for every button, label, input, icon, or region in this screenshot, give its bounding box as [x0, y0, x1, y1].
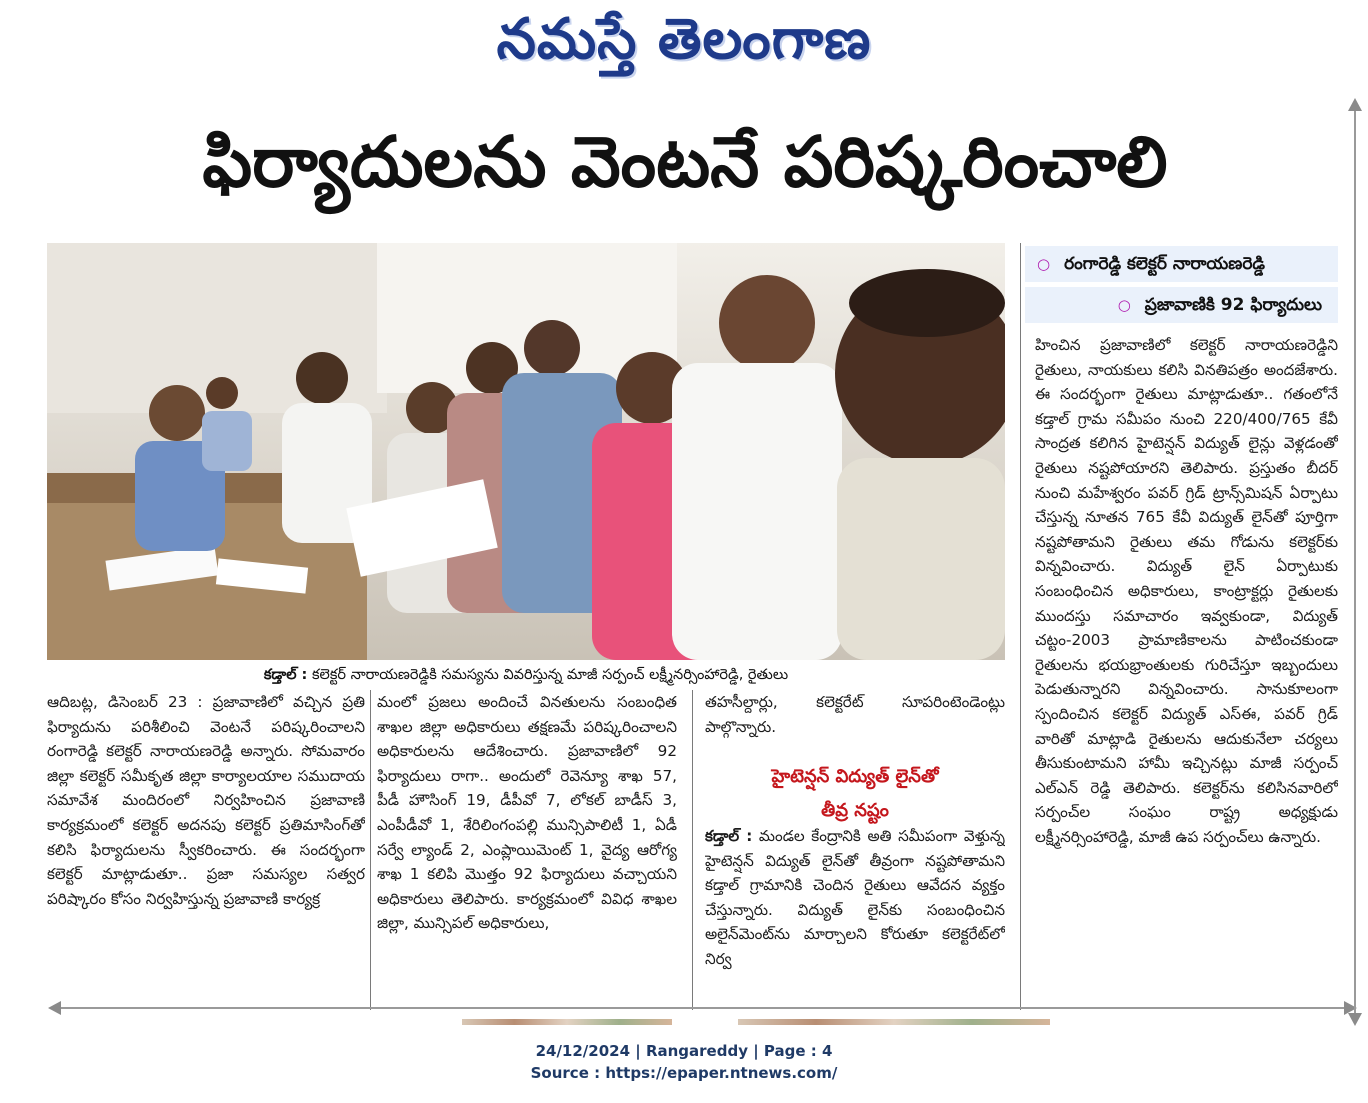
footer-source: Source : https://epaper.ntnews.com/ [530, 1064, 838, 1082]
subhead-2-text: ప్రజావాణికి 92 ఫిర్యాదులు [1144, 295, 1322, 315]
article-column-2-text: మంలో ప్రజలు అందించే వినతులను సంబంధిత శాఖల జిల్లా అధికారులు తక్షణమే పరిష్కరించాలని అధికారులను ఆదేశించారు. ప్రజావాణిలో 92 ఫిర్యాదులు రాగా.. అందులో రెవెన్యూ శాఖ 57, పీడీ హౌసింగ్ 19, డీపీవో 7, లోకల్ బాడీస్ 3, ఎంపీడీవో 1, శేరిలింగంపల్లి మున్సిపాలిటీ 1, ఏడీ సర్వే ల్యాండ్ 2, ఎంప్లాయిమెంట్ 1, వైద్య ఆరోగ్య శాఖ 1 కలిపి మొత్తం 92 ఫిర్యాదులు వచ్చాయని అధికారులు తెలిపారు. కార్యక్రమంలో వివిధ శాఖల జిల్లా, మున్సిపల్ అధికారులు, [377, 693, 677, 933]
article-column-4 [1035, 333, 1338, 1010]
scroll-up-arrow-icon[interactable] [1348, 98, 1362, 111]
crosshead-line-1: హైటెన్షన్ విద్యుత్ లైన్‌తో [771, 766, 939, 787]
article-column-3-top [705, 690, 1005, 742]
article-column-1-text: ఆదిబట్ల, డిసెంబర్ 23 : ప్రజావాణిలో వచ్చిన ప్రతి ఫిర్యాదును పరిశీలించి వెంటనే పరిష్కరించాలని రంగారెడ్డి కలెక్టర్ నారాయణరెడ్డి అన్నారు. సోమవారం జిల్లా కలెక్టర్ సమీకృత జిల్లా కార్యాలయాల సముదాయ సమావేశ మందిరంలో నిర్వహించిన ప్రజావాణి కార్యక్రమంలో కలెక్టర్ అదనపు కలెక్టర్ ప్రతిమాసింగ్‌తో కలిసి ఫిర్యాదులను స్వీకరించారు. ఈ సందర్భంగా కలెక్టర్ మాట్లాడుతూ.. ప్రజా సమస్యల సత్వర పరిష్కారం కోసం నిర్వహిస్తున్న ప్రజావాణి కార్యక్ర [47, 693, 365, 908]
footer-date-edition: 24/12/2024 | Rangareddy | Page : 4 [535, 1042, 833, 1060]
news-photo-illustration [47, 243, 1005, 660]
article-column-3-text: మండల కేంద్రానికి అతి సమీపంగా వెళ్తున్న హైటెన్షన్ విద్యుత్ లైన్‌తో తీవ్రంగా నష్టపోతామని కడ్తాల్ గ్రామానికి చెందిన రైతులు ఆవేదన వ్యక్తం చేస్తున్నారు. విద్యుత్ లైన్‌కు సంబంధించిన అలైన్‌మెంట్‌ను మార్చాలని కోరుతూ కలెక్టరేట్‌లో నిర్వ [705, 827, 1005, 968]
crosshead-line-2: తీవ్ర నష్టం [821, 800, 889, 821]
scroll-left-arrow-icon[interactable] [48, 1001, 61, 1015]
next-article-strip [462, 1019, 672, 1025]
page-headline: ఫిర్యాదులను వెంటనే పరిష్కరించాలి [202, 121, 1168, 203]
vertical-scrollbar[interactable] [1354, 110, 1356, 1015]
scroll-down-arrow-icon[interactable] [1348, 1013, 1362, 1026]
subhead-bullet-icon: ○ [1037, 255, 1051, 273]
article-column-3-place: కడ్తాల్ : [705, 827, 753, 845]
subhead-collector [1025, 246, 1338, 282]
photo-caption-place: కడ్తాల్ : [263, 667, 308, 683]
column-divider [692, 690, 693, 1010]
column-divider [370, 690, 371, 1010]
photo-caption [47, 662, 1005, 688]
horizontal-scrollbar[interactable] [60, 1007, 1346, 1009]
photo-caption-text: కలెక్టర్ నారాయణరెడ్డికి సమస్యను వివరిస్తున్న మాజీ సర్పంచ్ లక్ష్మీనర్సింహారెడ్డి, రైతులు [307, 667, 789, 683]
news-photo [47, 243, 1005, 660]
crosshead [705, 760, 1005, 828]
article-column-2 [377, 690, 677, 1010]
article-column-4-text: హించిన ప్రజావాణిలో కలెక్టర్ నారాయణరెడ్డిని రైతులు, నాయకులు కలిసి వినతిపత్రం అందజేశారు. ఈ సందర్భంగా రైతులు మాట్లాడుతూ.. గతంలోనే కడ్తాల్ గ్రామ సమీపం నుంచి 220/400/765 కేవీ సాంద్రత కలిగిన హైటెన్షన్ విద్యుత్ లైన్లు వెళ్లడంతో రైతులు నష్టపోయారని తెలిపారు. ప్రస్తుతం బీదర్ నుంచి మహేశ్వరం పవర్ గ్రిడ్ ట్రాన్స్‌మిషన్ ఏర్పాటు చేస్తున్న నూతన 765 కేవీ విద్యుత్ లైన్‌తో పూర్తిగా నష్టపోతామని రైతులు తమ గోడును కలెక్టర్‌కు విన్నవించారు. విద్యుత్ లైన్ ఏర్పాటుకు సంబంధించిన అధికారులు, కాంట్రాక్టర్లు రైతులకు ముందస్తు సమాచారం ఇవ్వకుండా, విద్యుత్ చట్టం-2003 ప్రామాణికాలను పాటించకుండా రైతులను భయభ్రాంతులకు గురిచేస్తూ ఇబ్బందులు పెడుతున్నారని విన్నవించారు. సానుకూలంగా స్పందించిన కలెక్టర్ విద్యుత్ ఎస్ఈ, పవర్ గ్రిడ్ వారితో మాట్లాడి రైతులను ఆదుకునేలా చర్యలు తీసుకుంటామని హామీ ఇచ్చినట్లు మాజీ సర్పంచ్ ఎల్ఎన్ రెడ్డి తెలిపారు. కలెక్టర్‌ను కలిసినవారిలో సర్పంచ్‌ల సంఘం రాష్ట్ర అధ్యక్షుడు లక్ష్మీనర్సింహారెడ్డి, మాజీ ఉప సర్పంచ్‌లు ఉన్నారు. [1035, 336, 1338, 846]
subhead-bullet-icon: ○ [1117, 296, 1131, 314]
article-column-1 [47, 690, 365, 1010]
next-article-strip [738, 1019, 1050, 1025]
article-column-3-top-text: తహసీల్దార్లు, కలెక్టరేట్ సూపరింటెండెంట్లు పాల్గొన్నారు. [705, 693, 1005, 736]
article-column-3 [705, 824, 1005, 1010]
masthead-logo: నమస్తే తెలంగాణ [496, 6, 872, 72]
subhead-1-text: రంగారెడ్డి కలెక్టర్ నారాయణరెడ్డి [1064, 254, 1265, 274]
subhead-complaints [1025, 287, 1338, 323]
column-divider [1020, 243, 1021, 1010]
